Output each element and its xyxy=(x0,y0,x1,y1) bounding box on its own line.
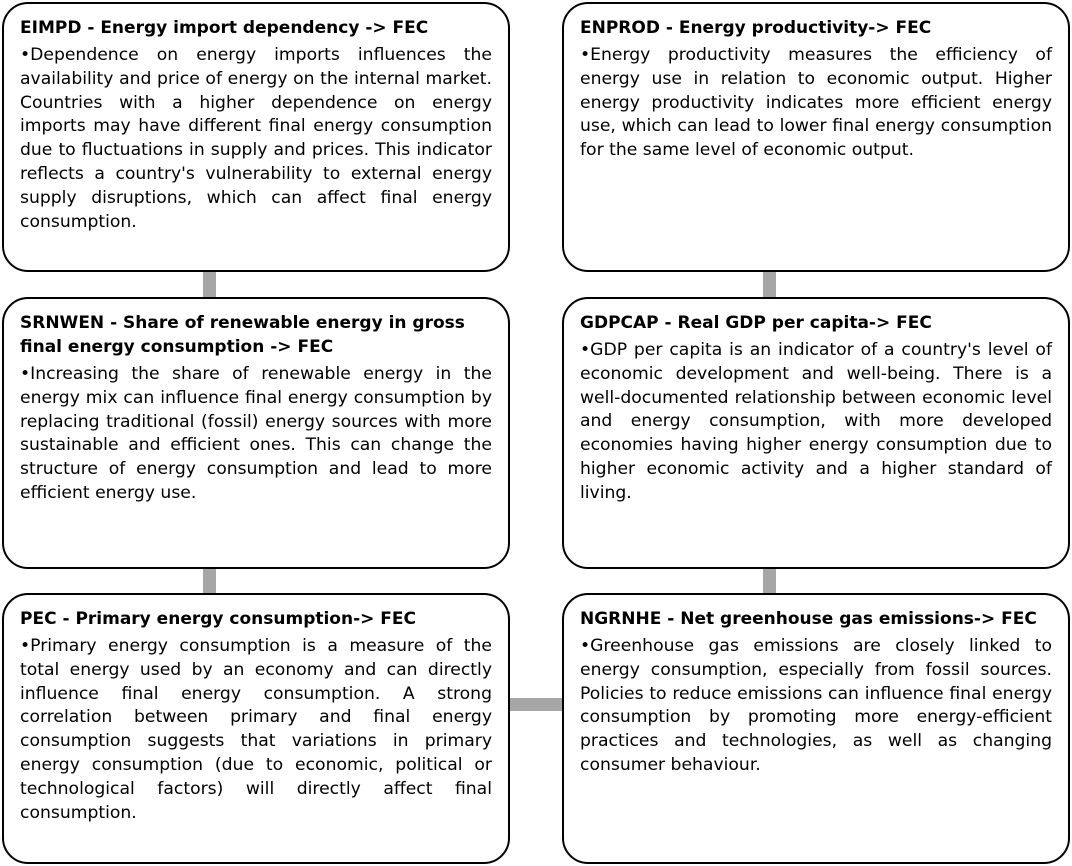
box-text: •Increasing the share of renewable energy in the energy mix can influence final energy consumption by replacing traditional (fossil) energy sources with more sustainable and efficient ones. This can change the structure of energy consumption and lead to more efficient energy use. xyxy=(20,364,492,503)
box-srnwen xyxy=(2,297,510,569)
box-title: PEC - Primary energy consumption-> FEC xyxy=(20,609,417,629)
box-ngrnhe xyxy=(562,593,1070,864)
box-text: •Energy productivity measures the efficiency of energy use in relation to economic output. Higher energy productivity indicates more efficient energy use, which can lead to lower final energy consumption for the same level of economic output. xyxy=(580,45,1052,161)
connector-enprod-gdpcap xyxy=(763,272,776,297)
connector-srnwen-pec xyxy=(203,569,216,593)
box-title: EIMPD - Energy import dependency -> FEC xyxy=(20,18,429,38)
box-title: ENPROD - Energy productivity-> FEC xyxy=(580,18,932,38)
box-enprod xyxy=(562,2,1070,272)
box-text: •Primary energy consumption is a measure of the total energy used by an economy and can directly influence final energy consumption. A strong correlation between primary and final energy consumption suggests that variations in primary energy consumption (due to economic, political or technological factors) will directly affect final consumption. xyxy=(20,636,492,823)
connector-pec-ngrnhe xyxy=(510,698,562,711)
box-text: •Dependence on energy imports influences the availability and price of energy on the internal market. Countries with a higher dependence on energy imports may have different final energy consumption due to fluctuations in supply and prices. This indicator reflects a country's vulnerability to external energy supply disruptions, which can affect final energy consumption. xyxy=(20,45,492,232)
box-text: •Greenhouse gas emissions are closely linked to energy consumption, especially from fossil sources. Policies to reduce emissions can influence final energy consumption by promoting more energy-efficient practices and technologies, as well as changing consumer behaviour. xyxy=(580,636,1052,775)
box-pec xyxy=(2,593,510,864)
box-text: •GDP per capita is an indicator of a country's level of economic development and well-being. There is a well-documented relationship between economic level and energy consumption, with more developed economies having higher energy consumption due to higher economic activity and a higher standard of living. xyxy=(580,340,1052,503)
box-title: GDPCAP - Real GDP per capita-> FEC xyxy=(580,313,932,333)
box-title: SRNWEN - Share of renewable energy in gross final energy consumption -> FEC xyxy=(20,313,465,357)
connector-gdpcap-ngrnhe xyxy=(763,569,776,593)
box-eimpd xyxy=(2,2,510,272)
connector-eimpd-srnwen xyxy=(203,272,216,297)
box-gdpcap xyxy=(562,297,1070,569)
box-title: NGRNHE - Net greenhouse gas emissions-> FEC xyxy=(580,609,1037,629)
